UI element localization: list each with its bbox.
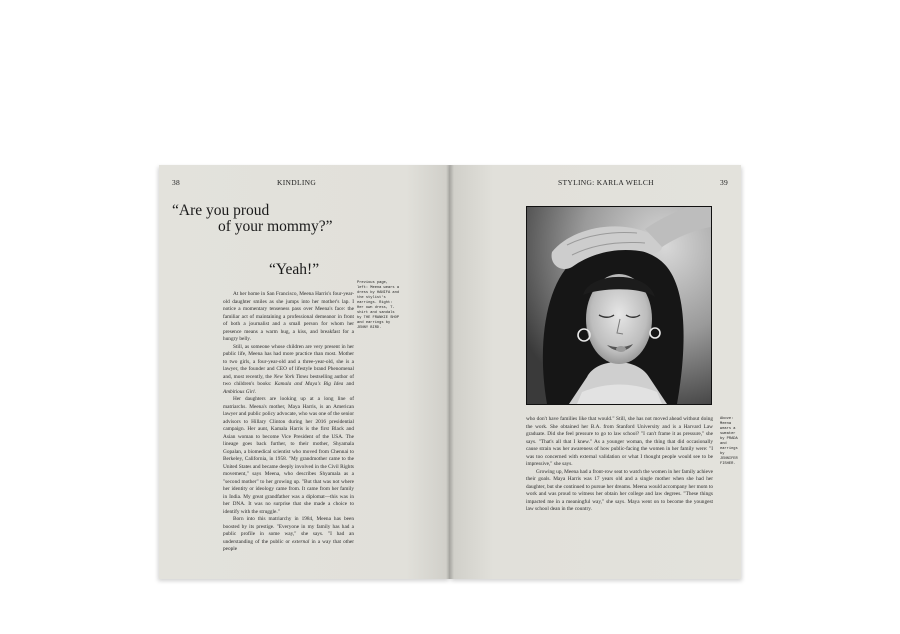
page-number-left: 38 bbox=[172, 178, 181, 187]
spine-gutter bbox=[446, 165, 454, 579]
paragraph: Her daughters are looking up at a long line of matriarchs. Meena's mother, Maya Harris, is an American lawyer and public policy advocate, who was one of the senior advisors to Hillary Clinton during her 2016 presidential campaign. Her aunt, Kamala Harris is the first Black and Asian woman to become Vice President of the USA. The lineage goes back further, to their mother, Shyamala Gopalan, a biomedical scientist who moved from Chennai to Berkeley, California, in 1958. "My grandmother came to the United States and became deeply involved in the Civil Rights movement," says Meena, who describes Shyamala as a "second mother" to her growing up. "But that was not where her identity or ideology came from. It came from her family in India. My great grandfather was a diplomat—this was in her DNA. It was no surprise that she made a choice to identify with the struggle." bbox=[223, 396, 354, 515]
magazine-spread bbox=[159, 165, 741, 579]
article-body-right bbox=[526, 416, 713, 514]
paragraph: who don't have families like that would." Still, she has not moved ahead without doing the work. She obtained her B.A. from Stanford University and is a Harvard Law graduate. Did she feel pressure to go to law school? "I can't frame it as pressure," she says. "That's all that I knew." As a younger woman, the thing that did occasionally cause strain was her awareness of how public-facing the women in her family were: "I was too concerned with external validation or what I thought people would see to be impressive," she says. bbox=[526, 416, 713, 467]
page-number-right: 39 bbox=[720, 178, 729, 187]
portrait-image-icon bbox=[527, 207, 711, 404]
right-page bbox=[450, 165, 741, 579]
paragraph: At her home in San Francisco, Meena Harris's four-year-old daughter smiles as she jumps into her mother's lap. I notice a momentary tenseness pass over Meena's face: the familiar act of maintaining a professional demeanor in front of both a journalist and a small person for whom her presence means a warm hug, a kiss, and breakfast for a hungry belly. bbox=[223, 291, 354, 342]
portrait-photo bbox=[526, 206, 712, 405]
paragraph: Growing up, Meena had a front-row seat to watch the women in her family achieve their goals. Maya Harris was 17 years old and a single mother when she had her daughter, but she continued to pursue her dreams. Meena would accompany her mom to work and was proud to witness her obtain her college and law degrees. "These things impacted me in a meaningful way," she says. Maya went on to become the youngest law school dean in the country. bbox=[526, 468, 713, 512]
paragraph: Still, as someone whose children are very present in her public life, Meena has had more practice than most. Mother to two girls, a four-year-old and a three-year-old, she is a lawyer, the founder and CEO of lifestyle brand Phenomenal and, most recently, the New York Times bestselling author of two children's books: Kamala and Maya's Big Idea and Ambitious Girl. bbox=[223, 343, 354, 395]
section-title-right: STYLING: KARLA WELCH bbox=[558, 178, 654, 187]
caption-right: Above: Meena wears a sweater by PRADA and earrings by JENNIFER FISHER. bbox=[720, 417, 738, 466]
pull-quote-question bbox=[172, 203, 333, 235]
left-page bbox=[159, 165, 450, 579]
paragraph: Born into this matriarchy in 1984, Meena has been boosted by its prestige. "Everyone in my family has had a public profile in some way," she says. "I had an understanding of the public or external in a way that other people bbox=[223, 516, 354, 552]
section-title-left: KINDLING bbox=[277, 178, 317, 187]
article-body-left bbox=[223, 291, 354, 554]
caption-left: Previous page, left: Meena wears a dress by HANIFA and the stylist's earrings. Right: Her own dress, T-shirt and sandals by THE FRANKIE SHOP and earrings by JENNY BIRD. bbox=[357, 281, 400, 330]
pull-quote-answer: “Yeah!” bbox=[269, 261, 320, 278]
pull-quote-line-1: “Are you proud bbox=[172, 202, 270, 219]
pull-quote-line-2: of your mommy?” bbox=[218, 218, 333, 235]
